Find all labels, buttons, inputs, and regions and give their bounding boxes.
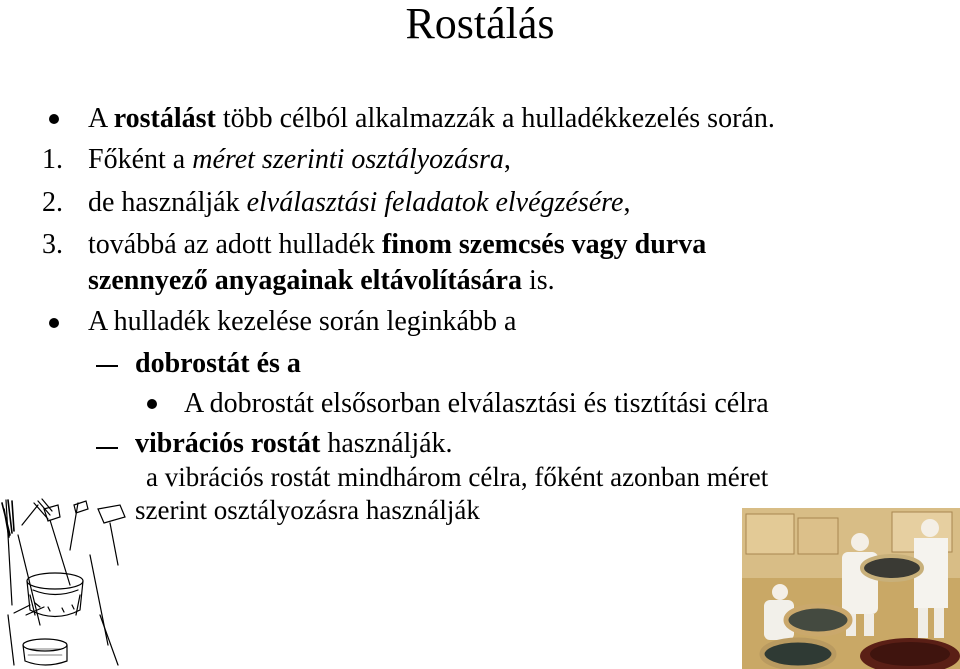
text-fragment: továbbá az adott hulladék [88, 229, 382, 260]
bullet-dot [49, 318, 59, 328]
slide-title: Rostálás [405, 0, 555, 48]
text-fragment: , [503, 144, 511, 175]
text-vibracios-purpose-line-1: a vibrációs rostát mindhárom célra, főként azonban méret [146, 462, 769, 492]
list-number-2: 2. [42, 187, 63, 218]
bold-term: szennyező anyagainak eltávolítására [88, 265, 522, 296]
bold-term-vibracios-rostat: vibrációs rostát [135, 428, 321, 459]
text-fragment: több célból alkalmazzák a hulladékkezelés során. [215, 103, 775, 134]
dash-marker [96, 365, 118, 367]
bullet-dot [147, 399, 157, 409]
dash-item-vibracios [135, 428, 453, 460]
workers-sieving-photo [742, 508, 960, 669]
bullet-text-rostalas-purpose [88, 103, 775, 135]
bold-term-dobrostat: dobrostát és a [135, 348, 301, 379]
dash-item-dobrostat [135, 348, 301, 380]
text-fragment: is. [522, 265, 555, 296]
list-item-3-line-1 [88, 229, 706, 261]
italic-term: méret szerinti osztályozásra [192, 144, 504, 175]
text-fragment: A [88, 103, 114, 134]
text-fragment: , [623, 187, 631, 218]
list-item-2 [88, 187, 630, 219]
italic-term: elválasztási feladatok elvégzésére [246, 187, 624, 218]
list-item-1 [88, 144, 511, 176]
text-fragment: Főként a [88, 144, 193, 175]
sub-bullet-dobrostat-purpose: A dobrostát elsősorban elválasztási és tisztítási célra [184, 388, 769, 419]
text-vibracios-purpose-line-2: szerint osztályozásra használják [135, 495, 480, 525]
list-number-1: 1. [42, 144, 63, 175]
bullet-dot [49, 114, 59, 124]
bold-term-rostalast: rostálást [113, 103, 216, 134]
list-number-3: 3. [42, 229, 63, 260]
text-fragment: használják. [320, 428, 453, 459]
dash-marker [96, 447, 118, 449]
sieve-and-tools-illustration [0, 495, 135, 669]
list-item-3-line-2 [88, 265, 555, 297]
bullet-text-hulladek-kezelese: A hulladék kezelése során leginkább a [88, 306, 517, 337]
bold-term: finom szemcsés vagy durva [381, 229, 707, 260]
text-fragment: de használják [88, 187, 247, 218]
